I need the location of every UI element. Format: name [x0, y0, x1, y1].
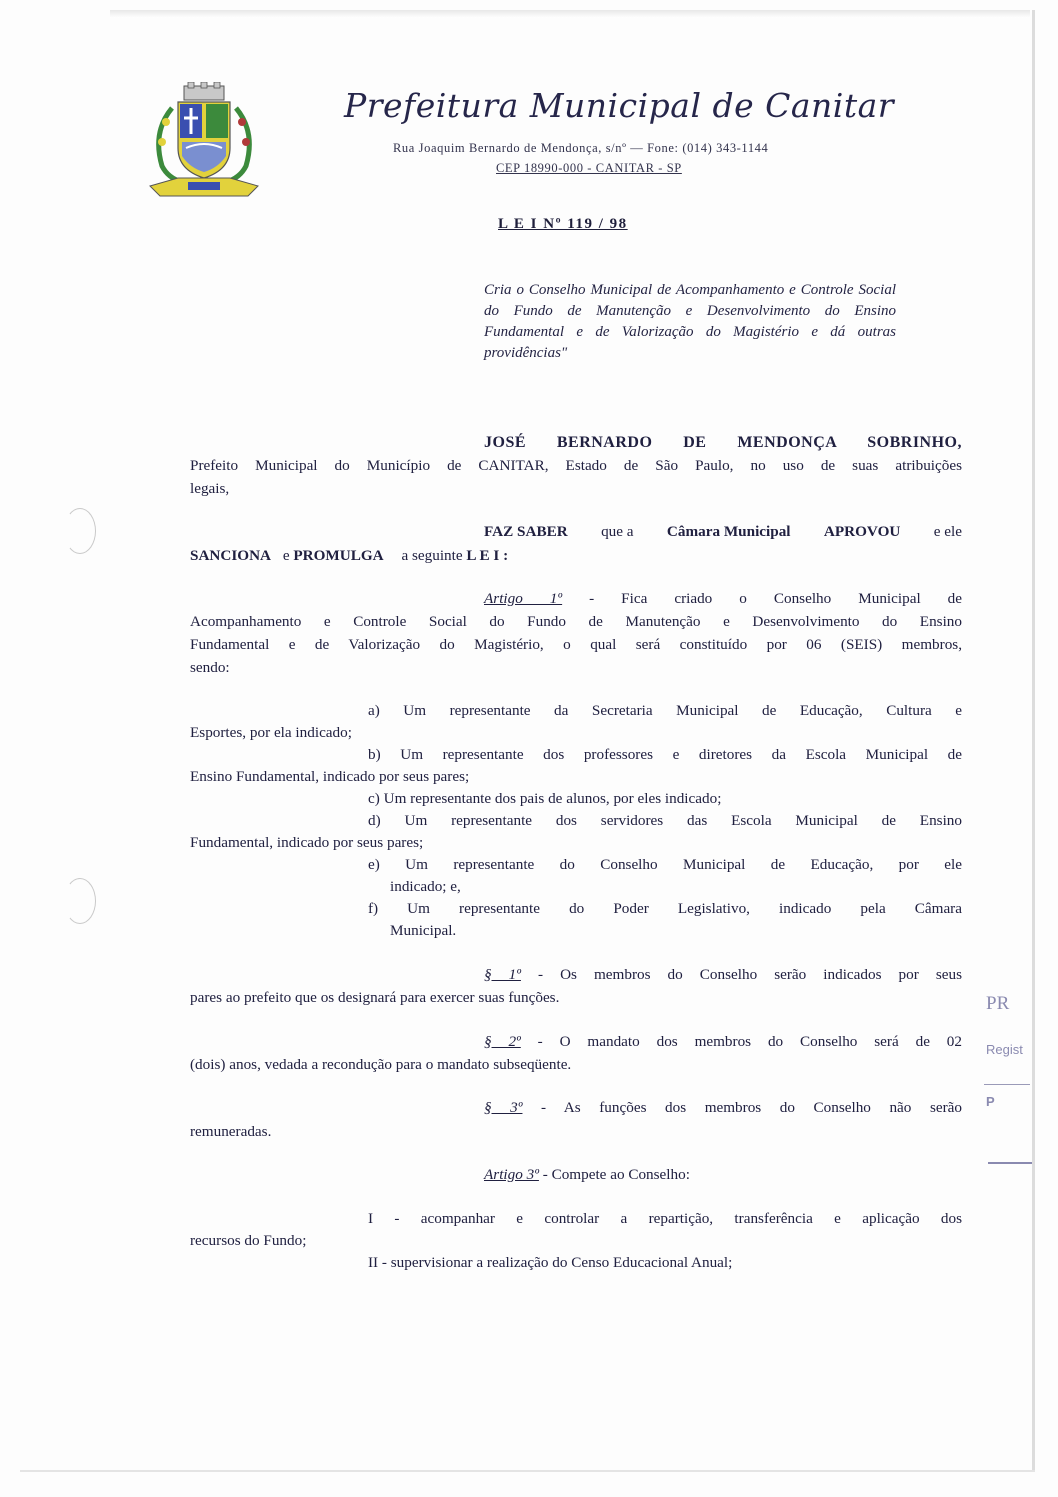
sanciona: SANCIONA — [190, 547, 272, 564]
paragrafo1-cont: pares ao prefeito que os designará para exercer suas funções. — [190, 989, 560, 1006]
paragrafo3-text: - As funções dos membros do Conselho não serão — [522, 1099, 962, 1116]
stamp-p: P — [986, 1094, 995, 1109]
artigo3-line — [484, 1164, 690, 1187]
e-ele: e ele — [933, 523, 962, 540]
preamble-line: legais, — [190, 480, 230, 497]
header-address: Rua Joaquim Bernardo de Mendonça, s/nº — Fone: (014) 343-1144 — [393, 141, 769, 155]
que-a: que a — [601, 523, 634, 540]
paragrafo3-label: § 3º — [484, 1099, 523, 1116]
lei-label: L E I : — [466, 547, 509, 564]
punch-hole-icon — [64, 878, 96, 924]
artigo3-label: Artigo 3º — [484, 1166, 539, 1183]
paragrafo3-line — [484, 1097, 962, 1120]
stamp-rule — [988, 1162, 1032, 1164]
item-e: e) Um representante do Conselho Municipal de Educação, por ele — [368, 856, 962, 873]
aprovou: APROVOU — [823, 523, 901, 540]
paragrafo2-line — [484, 1031, 962, 1054]
artigo1-label: Artigo 1º — [484, 590, 563, 607]
scan-edge-bottom — [20, 1470, 1035, 1472]
artigo3-inciso-i-cont: recursos do Fundo; — [190, 1232, 307, 1249]
punch-hole-icon — [64, 508, 96, 554]
item-f: f) Um representante do Poder Legislativo, indicado pela Câmara — [368, 900, 962, 917]
paragrafo2-label: § 2º — [484, 1033, 521, 1050]
stamp-regist: Regist — [986, 1042, 1023, 1057]
item-e-cont: indicado; e, — [390, 878, 461, 895]
law-title: L E I Nº 119 / 98 — [498, 216, 628, 232]
scan-edge-top — [110, 10, 1030, 18]
faz-saber: FAZ SABER — [484, 523, 568, 540]
artigo1-line: Fundamental e de Valorização do Magistério, o qual será constituído por 06 (SEIS) membros, — [190, 636, 962, 653]
header-title: Prefeitura Municipal de Canitar — [344, 86, 895, 125]
coat-of-arms-icon — [148, 82, 260, 200]
item-b: b) Um representante dos professores e diretores da Escola Municipal de — [368, 746, 962, 763]
stamp-pr: PR — [986, 993, 1010, 1014]
artigo1-text: - Fica criado o Conselho Municipal de — [562, 590, 962, 607]
e-connector: e — [282, 547, 290, 564]
paragrafo1-line — [484, 964, 962, 987]
sanciona-line — [190, 545, 508, 568]
item-f-cont: Municipal. — [390, 922, 457, 939]
paragrafo3-cont: remuneradas. — [190, 1123, 272, 1140]
artigo1-line: Acompanhamento e Controle Social do Fundo de Manutenção e Desenvolvimento do Ensino — [190, 613, 962, 630]
faz-saber-line — [484, 521, 962, 544]
preamble-line: Prefeito Municipal do Município de CANITAR, Estado de São Paulo, no uso de suas atribuições — [190, 457, 962, 474]
header-cep: CEP 18990-000 - CANITAR - SP — [496, 161, 682, 175]
item-c: c) Um representante dos pais de alunos, por eles indicado; — [368, 790, 722, 807]
law-ementa: Cria o Conselho Municipal de Acompanhamento e Controle Social do Fundo de Manutenção e Desenvolvimento do Ensino Fundamental e de Valorização do Magistério e dá outras providências" — [484, 282, 896, 361]
item-a-cont: Esportes, por ela indicado; — [190, 724, 352, 741]
paragrafo2-cont: (dois) anos, vedada a recondução para o mandato subseqüente. — [190, 1056, 572, 1073]
paragrafo2-text: - O mandato dos membros do Conselho será de 02 — [520, 1033, 962, 1050]
artigo1-line: sendo: — [190, 659, 230, 676]
promulga: PROMULGA — [293, 547, 384, 564]
item-d-cont: Fundamental, indicado por seus pares; — [190, 834, 424, 851]
paragrafo1-label: § 1º — [484, 966, 521, 983]
item-b-cont: Ensino Fundamental, indicado por seus pares; — [190, 768, 470, 785]
scan-edge-right — [1032, 10, 1035, 1470]
artigo3-inciso-ii: II - supervisionar a realização do Censo Educacional Anual; — [368, 1254, 733, 1271]
artigo3-text: - Compete ao Conselho: — [538, 1166, 690, 1183]
item-d: d) Um representante dos servidores das Escola Municipal de Ensino — [368, 812, 962, 829]
artigo1-line — [484, 588, 962, 611]
a-seguinte: a seguinte — [401, 547, 463, 564]
camara-municipal: Câmara Municipal — [666, 523, 791, 540]
paragrafo1-text: - Os membros do Conselho serão indicados por seus — [520, 966, 962, 983]
mayor-name: JOSÉ BERNARDO DE MENDONÇA SOBRINHO, — [484, 434, 962, 451]
artigo3-inciso-i: I - acompanhar e controlar a repartição, transferência e aplicação dos — [368, 1210, 962, 1227]
stamp-rule — [984, 1084, 1030, 1085]
item-a: a) Um representante da Secretaria Municipal de Educação, Cultura e — [368, 702, 962, 719]
